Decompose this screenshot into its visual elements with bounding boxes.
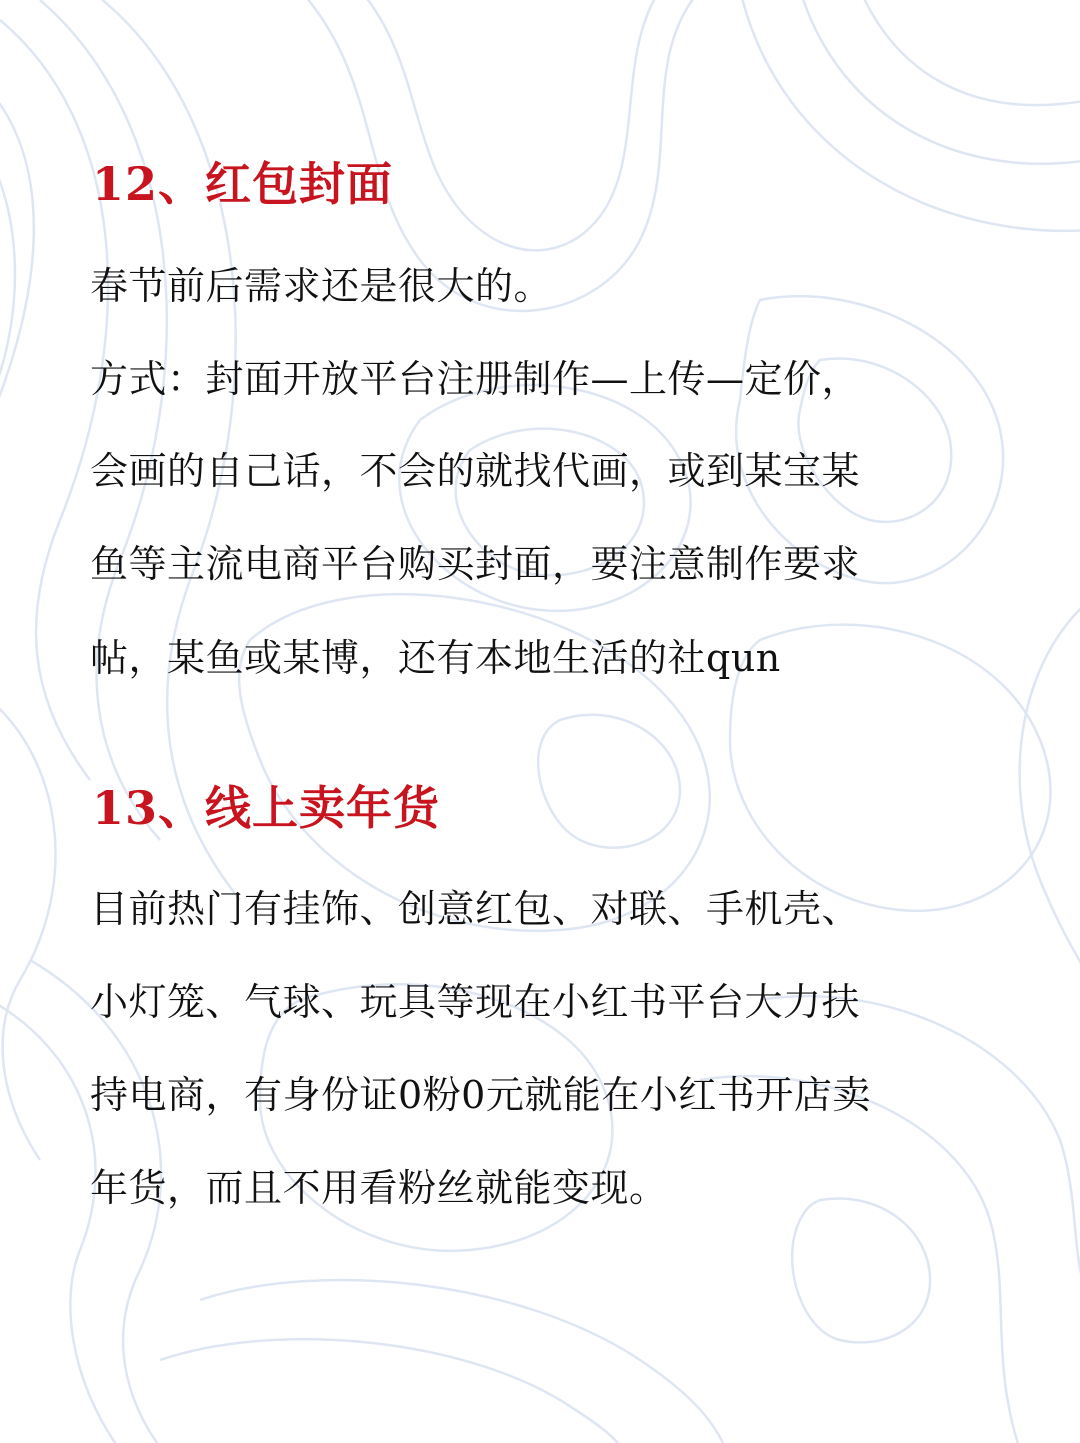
section-12-line-5: 帖，某鱼或某博，还有本地生活的社qun <box>90 636 781 680</box>
section-13-line-3: 持电商，有身份证0粉0元就能在小红书开店卖 <box>90 1073 871 1117</box>
section-12-line-3: 会画的自己话，不会的就找代画，或到某宝某 <box>90 449 861 493</box>
section-12-line-1: 春节前后需求还是很大的。 <box>90 264 553 308</box>
section-12-line-4: 鱼等主流电商平台购买封面，要注意制作要求 <box>90 542 861 586</box>
section-13-line-1: 目前热门有挂饰、创意红包、对联、手机壳、 <box>90 887 861 931</box>
section-heading-12: 12、红包封面 <box>92 157 394 211</box>
section-13-line-4: 年货，而且不用看粉丝就能变现。 <box>90 1166 668 1210</box>
section-13-line-2: 小灯笼、气球、玩具等现在小红书平台大力扶 <box>90 980 861 1024</box>
section-12-line-2: 方式：封面开放平台注册制作—上传—定价， <box>90 357 861 401</box>
section-heading-13: 13、线上卖年货 <box>92 781 441 835</box>
